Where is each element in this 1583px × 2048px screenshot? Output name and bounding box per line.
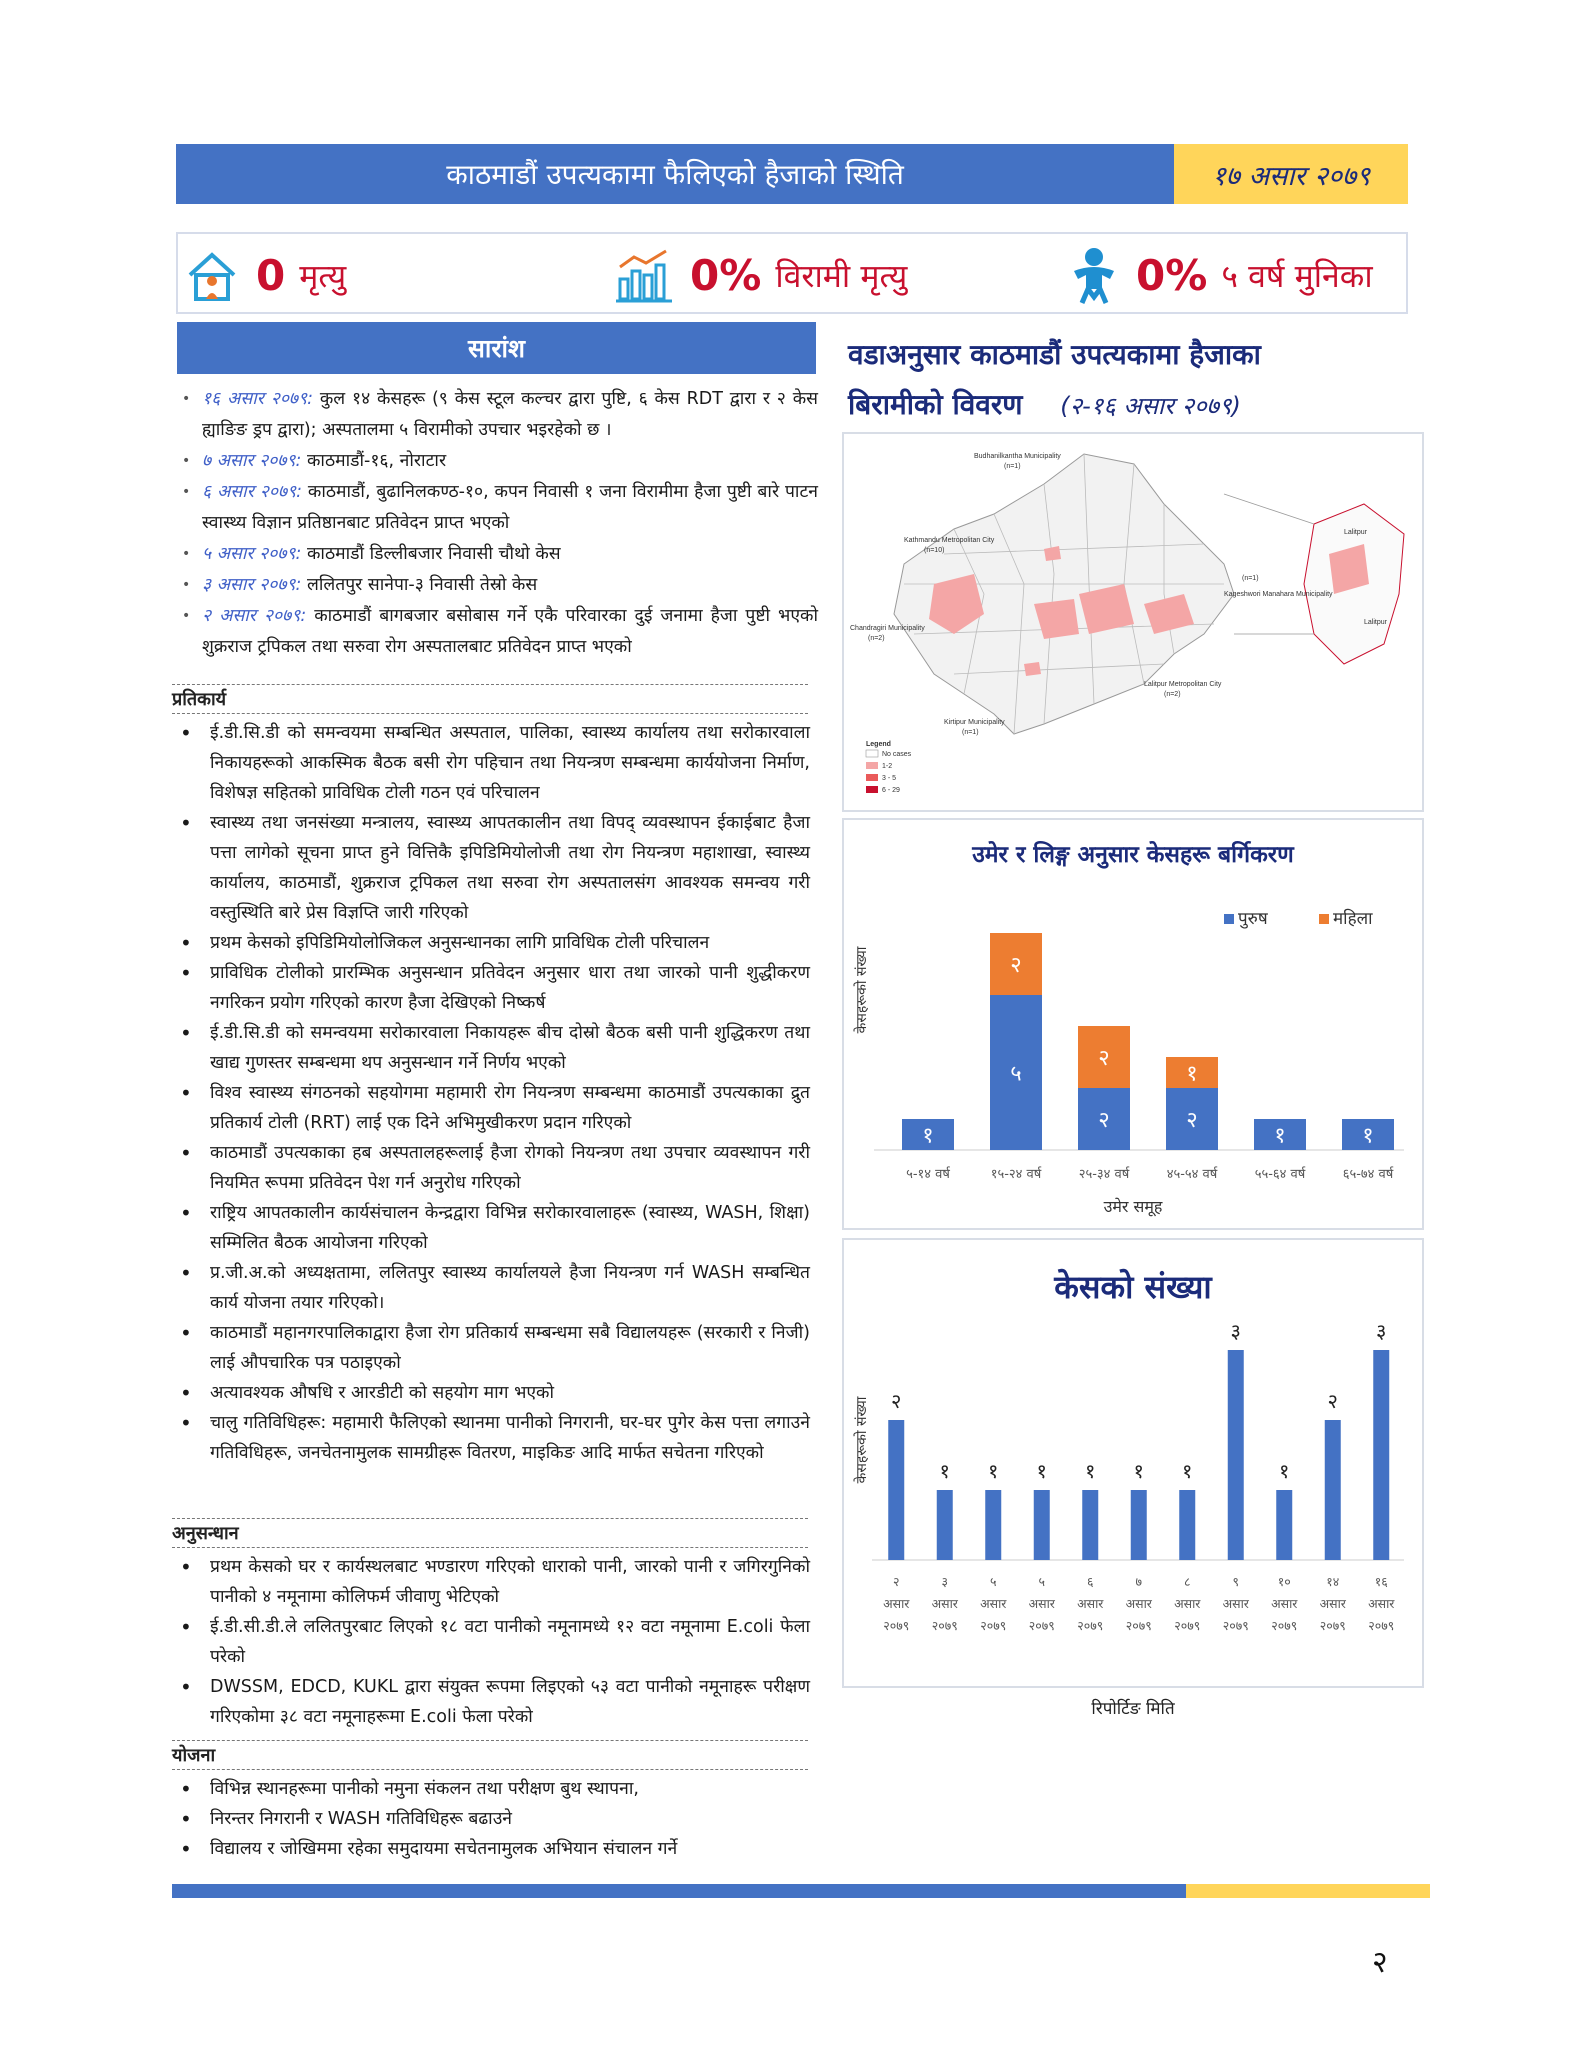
bar-value-label: ५ <box>1010 1061 1022 1087</box>
daily-xtick: असार <box>980 1596 1007 1611</box>
daily-xtick: ५ <box>989 1574 997 1589</box>
map-title <box>848 330 1388 431</box>
bar-value-label: २ <box>1010 953 1022 978</box>
daily-bar <box>1276 1490 1292 1560</box>
map-label-kirtipur-n: (n=1) <box>962 729 979 736</box>
map-legend-label-3: 6 - 29 <box>882 787 900 794</box>
daily-bar-value-label: १ <box>1133 1459 1144 1483</box>
age-sex-chart-xtick: ४५-५४ वर्ष <box>1166 1167 1218 1182</box>
daily-xtick: असार <box>1271 1596 1298 1611</box>
stat-under-five-value: 0% <box>1136 250 1208 300</box>
response-items <box>172 718 810 1468</box>
research-items <box>172 1552 810 1732</box>
bar-value-label: १ <box>1186 1061 1198 1087</box>
map-title-range: (२-१६ असार २०७९) <box>1060 392 1241 420</box>
daily-bar <box>888 1420 904 1560</box>
ward-map <box>844 434 1422 810</box>
map-legend-swatch-0 <box>866 750 878 757</box>
daily-bar-value-label: २ <box>1327 1389 1338 1413</box>
summary-item-text: काठमाडौं बागबजार बसोबास गर्ने एकै परिवारका दुई जनामा हैजा पुष्टी भएको शुक्रराज ट्रपिकल तथा सरुवा रोग अस्पतालबाट प्रतिवेदन प्राप्त भएको <box>202 606 818 657</box>
summary-item-date: २ असार २०७९: <box>202 606 307 626</box>
stat-deaths-label: मृत्यु <box>299 256 347 295</box>
summary-item <box>178 384 818 446</box>
response-item: • अत्यावश्यक औषधि र आरडीटी को सहयोग माग भएको <box>172 1378 810 1408</box>
map-legend-title: Legend <box>866 741 891 748</box>
summary-list <box>178 384 818 663</box>
map-label-chandragiri: Chandragiri Municipality <box>850 625 925 632</box>
baby-icon <box>1066 245 1122 305</box>
daily-bar <box>937 1490 953 1560</box>
daily-bar-value-label: ३ <box>1376 1319 1387 1343</box>
research-title: अनुसन्धान <box>172 1518 808 1548</box>
response-title: प्रतिकार्य <box>172 684 808 714</box>
map-legend-label-0: No cases <box>882 751 912 758</box>
summary-item-date: ७ असार २०७९: <box>202 451 302 471</box>
plan-item: • निरन्तर निगरानी र WASH गतिविधिहरू बढाउने <box>172 1804 810 1834</box>
plan-list <box>172 1774 810 1864</box>
header-date: १७ असार २०७९ <box>1174 144 1408 204</box>
daily-xtick: ६ <box>1086 1574 1094 1589</box>
stat-under-five-label: ५ वर्ष मुनिका <box>1221 256 1373 295</box>
home-person-icon <box>182 245 242 305</box>
summary-item-text: काठमाडौं, बुढानिलकण्ठ-१०, कपन निवासी १ जना विरामीमा हैजा पुष्टी बारे पाटन स्वास्थ्य विज्ञान प्रतिष्ठानबाट प्रतिवेदन प्राप्त भएको <box>202 482 818 533</box>
daily-bar-value-label: १ <box>1036 1459 1047 1483</box>
map-label-lalitpur: Lalitpur Metropolitan City <box>1144 681 1222 688</box>
age-sex-chart-xtick: ५-१४ वर्ष <box>906 1167 950 1182</box>
response-item: • काठमाडौं महानगरपालिकाद्वारा हैजा रोग प्रतिकार्य सम्बन्धमा सबै विद्यालयहरू (सरकारी र निजी) लाई औपचारिक पत्र पठाइएको <box>172 1318 810 1378</box>
daily-xtick: ८ <box>1183 1574 1191 1589</box>
plan-item: • विभिन्न स्थानहरूमा पानीको नमुना संकलन तथा परीक्षण बुथ स्थापना, <box>172 1774 810 1804</box>
daily-bar-value-label: ३ <box>1230 1319 1241 1343</box>
daily-xtick: असार <box>1174 1596 1201 1611</box>
footer-bar-blue <box>172 1884 1186 1898</box>
response-list <box>172 718 810 1468</box>
age-sex-chart <box>844 820 1422 1228</box>
daily-bar <box>1034 1490 1050 1560</box>
legend-swatch-0 <box>1224 914 1234 924</box>
stat-case-fatality-label: विरामी मृत्यु <box>775 256 908 295</box>
legend-swatch-1 <box>1319 914 1329 924</box>
daily-cases-xlabel: रिपोर्टिङ मिति <box>1091 1699 1175 1719</box>
age-sex-chart-panel <box>842 818 1424 1230</box>
map-label-lalitpur-n: (n=2) <box>1164 691 1181 698</box>
map-legend-swatch-1 <box>866 762 878 769</box>
response-item: • चालु गतिविधिहरू: महामारी फैलिएको स्थानमा पानीको निगरानी, घर-घर पुगेर केस पत्ता लगाउने गतिविधिहरू, जनचेतनामुलक सामग्रीहरू वितरण, माइकिङ आदि मार्फत सचेतना गरिएको <box>172 1408 810 1468</box>
daily-xtick: असार <box>1368 1596 1395 1611</box>
map-panel <box>842 432 1424 812</box>
summary-item <box>178 446 818 477</box>
map-label-chandragiri-n: (n=2) <box>868 635 885 642</box>
daily-xtick: २०७९ <box>1319 1618 1346 1633</box>
response-item: • ई.डी.सि.डी को समन्वयमा सम्बन्धित अस्पताल, पालिका, स्वास्थ्य कार्यालय तथा सरोकारवाला निकायहरूको आकस्मिक बैठक बसी रोग पहिचान तथा नियन्त्रण सम्बन्धमा कार्ययोजना निर्माण, विशेषज्ञ सहितको प्राविधिक टोली गठन एवं परिचालन <box>172 718 810 808</box>
legend-label-0: पुरुष <box>1238 909 1268 929</box>
daily-xtick: ५ <box>1038 1574 1046 1589</box>
header-title: काठमाडौं उपत्यकामा फैलिएको हैजाको स्थिति <box>176 144 1174 204</box>
research-item: • प्रथम केसको घर र कार्यस्थलबाट भण्डारण गरिएको धाराको पानी, जारको पानी र जगिरगुनिको पानीको ४ नमूनामा कोलिफर्म जीवाणु भेटिएको <box>172 1552 810 1612</box>
daily-bar <box>985 1490 1001 1560</box>
age-sex-chart-xtick: ५५-६४ वर्ष <box>1254 1167 1306 1182</box>
research-item: • DWSSM, EDCD, KUKL द्वारा संयुक्त रूपमा लिइएको ५३ वटा पानीको नमूनाहरू परीक्षण गरिएकोमा ३८ वटा नमूनाहरूमा E.coli फेला परेको <box>172 1672 810 1732</box>
stat-case-fatality <box>614 240 907 310</box>
research-list <box>172 1552 810 1732</box>
daily-xtick: २०७९ <box>980 1618 1007 1633</box>
plan-items <box>172 1774 810 1864</box>
daily-xtick: २ <box>892 1574 900 1589</box>
daily-xtick: १६ <box>1374 1574 1388 1589</box>
summary-item-date: ६ असार २०७९: <box>202 482 303 502</box>
daily-xtick: ९ <box>1232 1574 1240 1589</box>
response-item: • ई.डी.सि.डी को समन्वयमा सरोकारवाला निकायहरू बीच दोस्रो बैठक बसी पानी शुद्धिकरण तथा खाद्य गुणस्तर सम्बन्धमा थप अनुसन्धान गर्ने निर्णय भएको <box>172 1018 810 1078</box>
daily-bar <box>1373 1350 1389 1560</box>
age-sex-chart-xtick: १५-२४ वर्ष <box>990 1167 1042 1182</box>
daily-cases-chart-panel <box>842 1238 1424 1688</box>
map-label-kathmandu-n: (n=10) <box>924 547 945 554</box>
daily-xtick: ३ <box>941 1574 949 1589</box>
response-item: • स्वास्थ्य तथा जनसंख्या मन्त्रालय, स्वास्थ्य आपतकालीन तथा विपद् व्यवस्थापन ईकाईबाट हैजा पत्ता लागेको सूचना प्राप्त हुने वित्तिकै इपिडिमियोलोजी तथा रोग नियन्त्रण महाशाखा, स्वास्थ्य कार्यालय, काठमाडौं, शुक्रराज ट्रपिकल तथा सरुवा रोग अस्पतालसंग आवश्यक समन्वय गरी वस्तुस्थिति बारे प्रेस विज्ञप्ति जारी गरिएको <box>172 808 810 928</box>
map-legend <box>866 741 912 794</box>
response-item: • काठमाडौं उपत्यकाका हब अस्पतालहरूलाई हैजा रोगको नियन्त्रण तथा उपचार व्यवस्थापन गरी नियमित रूपमा प्रतिवेदन पेश गर्न अनुरोध गरिएको <box>172 1138 810 1198</box>
daily-bar-value-label: १ <box>1085 1459 1096 1483</box>
daily-cases-chart-ylabel: केसहरूको संख्या <box>854 1396 870 1484</box>
daily-bar <box>1228 1350 1244 1560</box>
daily-bar <box>1082 1490 1098 1560</box>
daily-bar-value-label: १ <box>1279 1459 1290 1483</box>
research-item: • ई.डी.सी.डी.ले ललितपुरबाट लिएको १८ वटा पानीको नमूनामध्ये १२ वटा नमूनामा E.coli फेला परेको <box>172 1612 810 1672</box>
daily-xtick: २०७९ <box>1028 1618 1055 1633</box>
summary-item-date: ५ असार २०७९: <box>202 544 302 564</box>
daily-xtick: १४ <box>1326 1574 1340 1589</box>
map-label-budhanilkantha: Budhanilkantha Municipality <box>974 453 1061 460</box>
stat-under-five <box>1066 240 1373 310</box>
summary-item <box>178 570 818 601</box>
daily-bar <box>1179 1490 1195 1560</box>
daily-xtick: २०७९ <box>1125 1618 1152 1633</box>
response-item: • प्र.जी.अ.को अध्यक्षतामा, ललितपुर स्वास्थ्य कार्यालयले हैजा नियन्त्रण गर्न WASH सम्बन्धित कार्य योजना तयार गरिएको। <box>172 1258 810 1318</box>
summary-item <box>178 601 818 663</box>
summary-title: सारांश <box>177 322 816 374</box>
map-label-kageshwori-n: (n=1) <box>1242 575 1259 582</box>
daily-xtick: २०७९ <box>1271 1618 1298 1633</box>
plan-item: • विद्यालय र जोखिममा रहेका समुदायमा सचेतनामुलक अभियान संचालन गर्ने <box>172 1834 810 1864</box>
daily-xtick: असार <box>1077 1596 1104 1611</box>
summary-item <box>178 477 818 539</box>
bar-value-label: २ <box>1098 1046 1110 1071</box>
map-ward-cases-6 <box>1024 662 1041 676</box>
daily-xtick: २०७९ <box>931 1618 958 1633</box>
bar-value-label: १ <box>1362 1123 1374 1149</box>
footer-bar-yellow <box>1186 1884 1430 1898</box>
daily-bar <box>1325 1420 1341 1560</box>
map-title-line1: वडाअनुसार काठमाडौं उपत्यकामा हैजाका <box>848 338 1261 371</box>
summary-item <box>178 539 818 570</box>
daily-bar-value-label: १ <box>939 1459 950 1483</box>
stats-strip <box>176 232 1408 314</box>
daily-cases-chart-title: केसको संख्या <box>1054 1268 1212 1306</box>
bar-value-label: १ <box>1274 1123 1286 1149</box>
daily-xtick: २०७९ <box>1368 1618 1395 1633</box>
response-item: • प्रथम केसको इपिडिमियोलोजिकल अनुसन्धानका लागि प्राविधिक टोली परिचालन <box>172 928 810 958</box>
daily-xtick: २०७९ <box>1174 1618 1201 1633</box>
daily-xtick: असार <box>883 1596 910 1611</box>
response-item: • प्राविधिक टोलीको प्रारम्भिक अनुसन्धान प्रतिवेदन अनुसार धारा तथा जारको पानी शुद्धीकरण नगरिकन प्रयोग गरिएको कारण हैजा देखिएको निष्कर्ष <box>172 958 810 1018</box>
map-label-kathmandu: Kathmandu Metropolitan City <box>904 537 995 544</box>
daily-bar-value-label: १ <box>1182 1459 1193 1483</box>
summary-item-text: काठमाडौं डिल्लीबजार निवासी चौथो केस <box>301 544 561 564</box>
response-item: • राष्ट्रिय आपतकालीन कार्यसंचालन केन्द्रद्वारा विभिन्न सरोकारवालाहरू (स्वास्थ्य, WASH, शिक्षा) सम्मिलित बैठक आयोजना गरिएको <box>172 1198 810 1258</box>
daily-xtick: असार <box>1319 1596 1346 1611</box>
bar-value-label: १ <box>922 1123 934 1149</box>
daily-xtick: असार <box>931 1596 958 1611</box>
daily-cases-chart <box>844 1240 1422 1686</box>
bar-value-label: २ <box>1098 1108 1110 1133</box>
stat-deaths <box>182 240 346 310</box>
map-inset-label-2: Lalitpur <box>1364 619 1387 626</box>
summary-item-text: कुल १४ केसहरू (९ केस स्टूल कल्चर द्वारा पुष्टि, ६ केस RDT द्वारा र २ केस ह्याङिङ ड्रप द्वारा); अस्पतालमा ५ विरामीको उपचार भइरहेको छ । <box>202 389 818 440</box>
daily-xtick: असार <box>1028 1596 1055 1611</box>
map-legend-label-1: 1-2 <box>882 763 893 770</box>
age-sex-chart-xlabel: उमेर समूह <box>1103 1197 1163 1216</box>
daily-xtick: ७ <box>1135 1574 1143 1589</box>
summary-item-date: १६ असार २०७९: <box>202 389 314 409</box>
legend-label-1: महिला <box>1333 909 1373 929</box>
bar-chart-icon <box>614 245 676 305</box>
map-title-line2: बिरामीको विवरण <box>848 388 1023 421</box>
bar-value-label: २ <box>1186 1108 1198 1133</box>
map-legend-label-2: 3 - 5 <box>882 775 897 782</box>
summary-item-text: काठमाडौं-१६, नोराटार <box>301 451 447 471</box>
daily-bar <box>1131 1490 1147 1560</box>
plan-title: योजना <box>172 1740 808 1770</box>
map-label-kirtipur: Kirtipur Municipality <box>944 719 1005 726</box>
map-inset-label-1: Lalitpur <box>1344 529 1367 536</box>
map-legend-swatch-3 <box>866 786 878 793</box>
age-sex-chart-xtick: २५-३४ वर्ष <box>1078 1167 1130 1182</box>
daily-xtick: २०७९ <box>1077 1618 1104 1633</box>
daily-xtick: १० <box>1277 1574 1291 1589</box>
age-sex-chart-xtick: ६५-७४ वर्ष <box>1342 1167 1394 1182</box>
daily-bar-value-label: २ <box>891 1389 902 1413</box>
summary-item-date: ३ असार २०७९: <box>202 575 302 595</box>
stat-deaths-value: 0 <box>256 250 286 300</box>
map-label-kageshwori: Kageshwori Manahara Municipality <box>1224 591 1333 598</box>
daily-xtick: २०७९ <box>1222 1618 1249 1633</box>
daily-bar-value-label: १ <box>988 1459 999 1483</box>
stat-case-fatality-value: 0% <box>690 250 762 300</box>
response-item: • विश्व स्वास्थ्य संगठनको सहयोगमा महामारी रोग नियन्त्रण सम्बन्धमा काठमाडौं उपत्यकाका द्रुत प्रतिकार्य टोली (RRT) लाई एक दिने अभिमुखीकरण प्रदान गरिएको <box>172 1078 810 1138</box>
map-label-budhanilkantha-n: (n=1) <box>1004 463 1021 470</box>
page-number: २ <box>1372 1945 1388 1980</box>
summary-item-text: ललितपुर सानेपा-३ निवासी तेस्रो केस <box>301 575 538 595</box>
daily-xtick: असार <box>1222 1596 1249 1611</box>
daily-xtick: २०७९ <box>883 1618 910 1633</box>
map-legend-swatch-2 <box>866 774 878 781</box>
age-sex-chart-title: उमेर र लिङ्ग अनुसार केसहरू बर्गिकरण <box>972 842 1294 868</box>
age-sex-chart-ylabel: केसहरूको संख्या <box>854 946 870 1034</box>
daily-xtick: असार <box>1125 1596 1152 1611</box>
summary-items <box>178 384 818 663</box>
